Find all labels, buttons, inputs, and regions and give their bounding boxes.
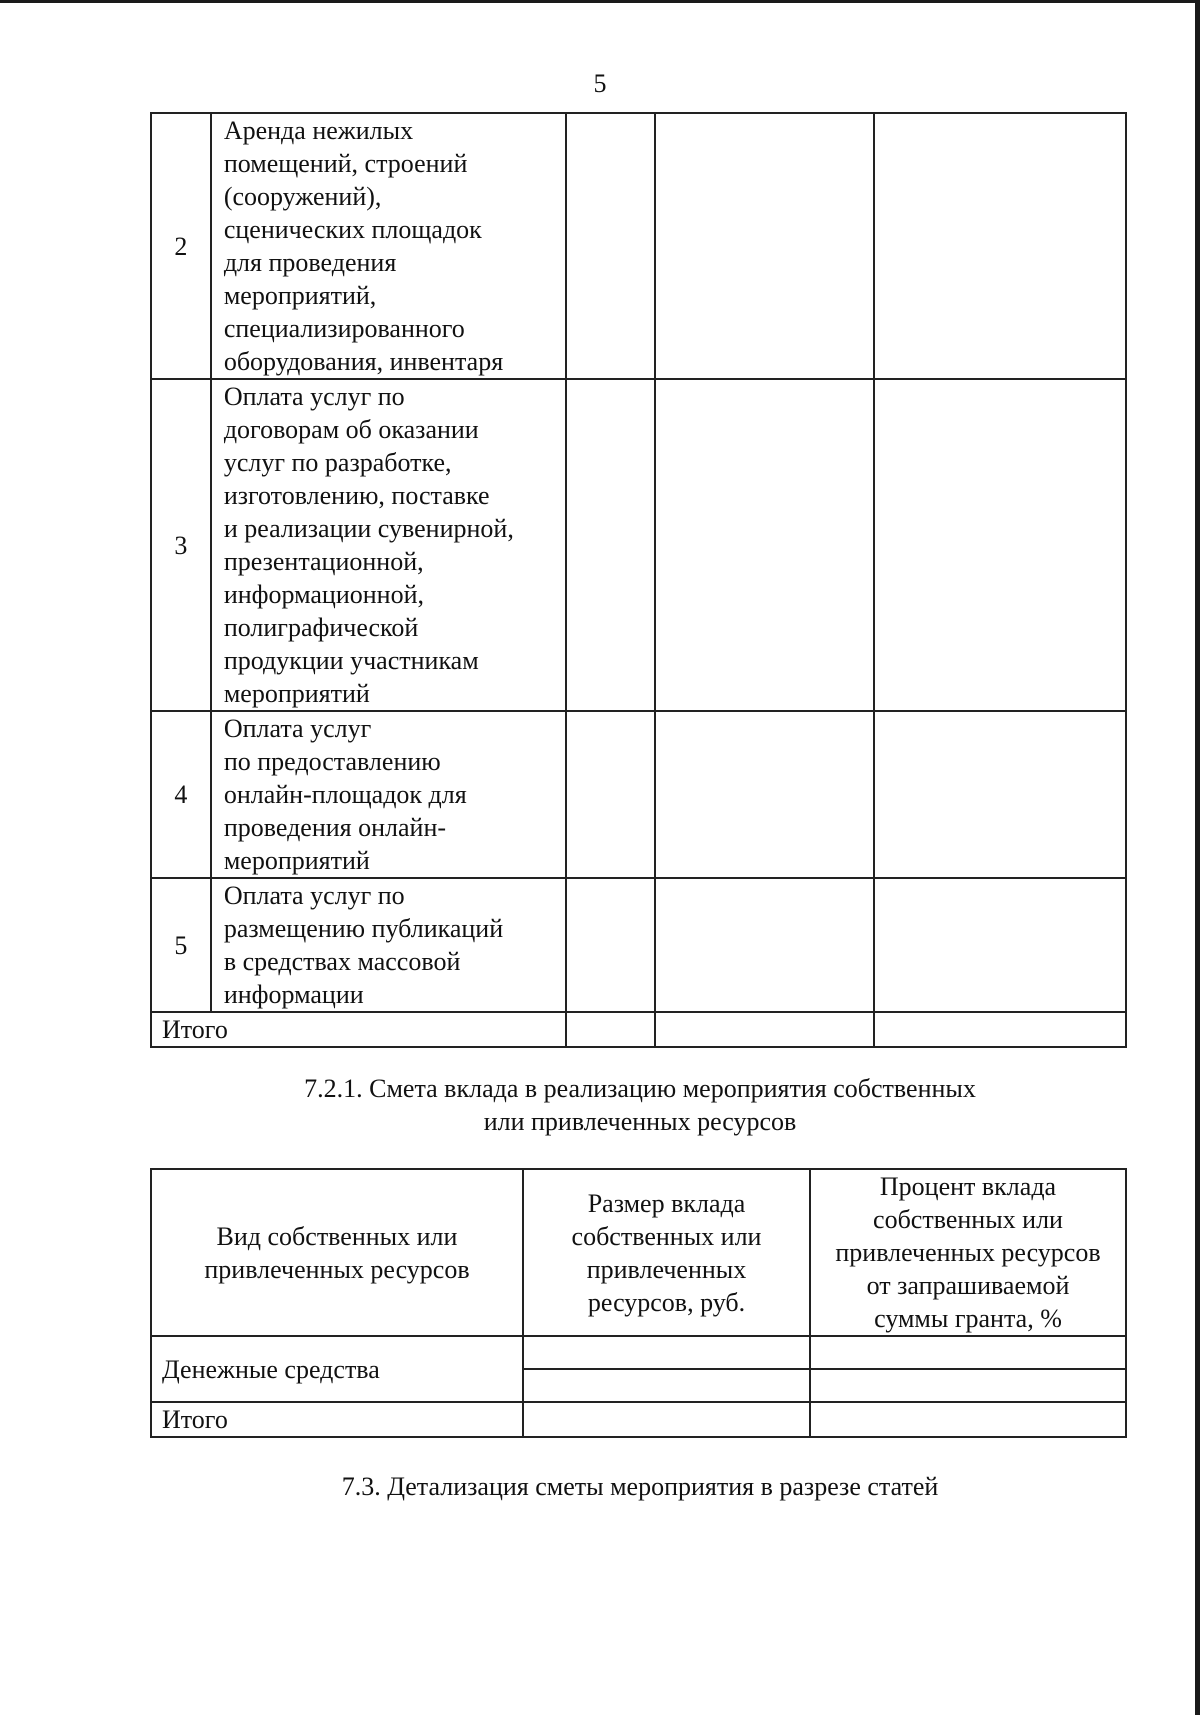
section-title-721	[0, 1072, 1200, 1138]
cell-empty	[523, 1369, 810, 1402]
section-title-line: или привлеченных ресурсов	[483, 1107, 797, 1136]
table-row	[151, 711, 1126, 878]
cell-empty	[874, 1012, 1126, 1047]
cell-empty	[655, 1012, 874, 1047]
total-label: Итого	[151, 1402, 523, 1437]
total-row	[151, 1402, 1126, 1437]
cell-empty	[566, 113, 655, 379]
scan-edge-right	[1195, 0, 1200, 1715]
cell-empty	[810, 1369, 1126, 1402]
cell-empty	[523, 1336, 810, 1369]
column-header: Размер вклада собственных или привлеченных ресурсов, руб.	[523, 1169, 810, 1336]
scan-edge-top	[0, 0, 1200, 3]
header-row	[151, 1169, 1126, 1336]
cell-empty	[566, 878, 655, 1012]
contribution-table	[150, 1168, 1127, 1438]
section-title-line: 7.2.1. Смета вклада в реализацию мероприятия собственных	[304, 1074, 976, 1103]
table-row	[151, 113, 1126, 379]
total-row	[151, 1012, 1126, 1047]
cell-empty	[566, 711, 655, 878]
row-description-text: Оплата услуг по предоставлению онлайн-площадок для проведения онлайн- мероприятий	[223, 714, 467, 875]
total-label: Итого	[151, 1012, 566, 1047]
cell-empty	[566, 379, 655, 711]
row-number: 2	[151, 113, 211, 379]
cell-empty	[655, 878, 874, 1012]
table-row	[151, 379, 1126, 711]
cell-empty	[810, 1336, 1126, 1369]
row-number: 4	[151, 711, 211, 878]
row-number: 5	[151, 878, 211, 1012]
cell-empty	[874, 113, 1126, 379]
cell-empty	[655, 711, 874, 878]
row-description	[211, 711, 567, 878]
expense-table	[150, 112, 1127, 1048]
column-header: Вид собственных или привлеченных ресурсов	[151, 1169, 523, 1336]
cell-empty	[523, 1402, 810, 1437]
row-description	[211, 113, 567, 379]
column-header: Процент вклада собственных или привлеченных ресурсов от запрашиваемой суммы гранта, %	[810, 1169, 1126, 1336]
row-description-text: Оплата услуг по договорам об оказании услуг по разработке, изготовлению, поставке и реализации сувенирной, презентационной, информационной, полиграфической продукции участникам мероприятий	[223, 382, 514, 708]
row-description	[211, 878, 567, 1012]
row-description	[211, 379, 567, 711]
table-row	[151, 1336, 1126, 1369]
row-number: 3	[151, 379, 211, 711]
cell-empty	[874, 878, 1126, 1012]
row-description-text: Аренда нежилых помещений, строений (сооружений), сценических площадок для проведения мероприятий, специализированного оборудования, инвентаря	[223, 116, 504, 376]
cell-empty	[655, 113, 874, 379]
cell-empty	[810, 1402, 1126, 1437]
cell-empty	[874, 379, 1126, 711]
cell-empty	[655, 379, 874, 711]
page-number: 5	[593, 69, 607, 98]
cell-empty	[566, 1012, 655, 1047]
table-row	[151, 878, 1126, 1012]
money-label: Денежные средства	[151, 1336, 523, 1402]
section-title-73: 7.3. Детализация сметы мероприятия в разрезе статей	[341, 1472, 939, 1501]
row-description-text: Оплата услуг по размещению публикаций в средствах массовой информации	[223, 881, 504, 1009]
cell-empty	[874, 711, 1126, 878]
